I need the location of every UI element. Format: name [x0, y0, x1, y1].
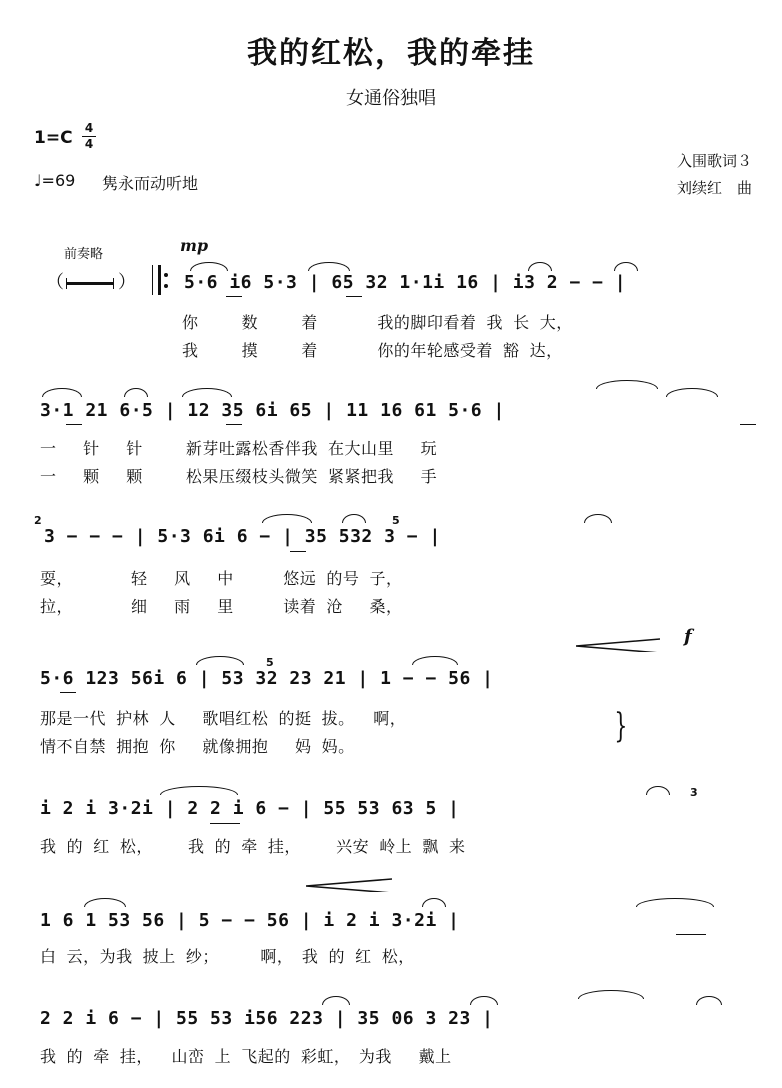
repeat-dot: [164, 273, 168, 277]
slur: [646, 786, 670, 795]
beam: [226, 424, 242, 425]
lyric-line-1b: 我 摸 着 你的年轮感受着 豁 达，: [182, 341, 563, 360]
slur: [470, 996, 498, 1005]
lyric-line-2a: 一 针 针 新芽吐露松香伴我 在大山里 玩: [40, 439, 438, 458]
slur: [412, 656, 458, 665]
prelude-paren-open: （: [46, 272, 64, 293]
beam: [740, 424, 756, 425]
grace-note: 3: [690, 786, 698, 799]
beam: [60, 692, 76, 693]
lyric-line-2b: 一 颗 颗 松果压缀枝头微笑 紧紧把我 手: [40, 467, 438, 486]
multi-measure-rest: [66, 282, 114, 285]
slur: [322, 996, 350, 1005]
beam: [290, 551, 306, 552]
song-title: 我的红松，我的牵挂: [247, 36, 535, 71]
lyric-line-5: 我 的 红 松， 我 的 牵 挂， 兴安 岭上 飘 来: [40, 837, 466, 856]
slur: [308, 262, 350, 271]
slur: [614, 262, 638, 271]
slur: [42, 388, 82, 397]
repeat-sign: [152, 265, 161, 295]
hairpin-lines: [576, 639, 660, 652]
expression-marking: 隽永而动听地: [102, 174, 199, 193]
notation-line-3: 3 − − − | 5·3 6i 6 − | 35 532 3 − |: [44, 526, 441, 547]
dynamic-mp: mp: [180, 236, 209, 255]
lyric-line-1a: 你 数 着 我的脚印看着 我 长 大，: [182, 313, 573, 332]
prelude-paren-close: ）: [118, 272, 136, 293]
beam: [66, 424, 82, 425]
slur: [342, 514, 366, 523]
slur: [578, 990, 644, 999]
notation-line-4: 5·6 123 56i 6 | 53 32 23 21 | 1 − − 56 |: [40, 668, 494, 689]
slur: [190, 262, 228, 271]
lyric-line-7: 我 的 牵 挂， 山峦 上 飞起的 彩虹， 为我 戴上: [40, 1047, 452, 1066]
notation-line-2: 3·1 21 6·5 | 12 35 6i 65 | 11 16 61 5·6 |: [40, 400, 505, 421]
tempo-marking: ♩=69: [34, 171, 76, 190]
beam: [346, 296, 362, 297]
notation-line-6: 1 6 1 53 56 | 5 − − 56 | i 2 i 3·2i |: [40, 910, 460, 931]
slur: [584, 514, 612, 523]
time-signature-top: 4: [84, 121, 94, 135]
notation-line-1: 5·6 i6 5·3 | 65 32 1·1i 16 | i3 2 − − |: [184, 272, 627, 293]
composer-credit: 刘续红 曲: [676, 179, 752, 197]
slur: [666, 388, 718, 397]
slur: [422, 898, 446, 907]
verse-brace: }: [614, 706, 628, 746]
beam: [210, 823, 240, 824]
beam: [676, 934, 706, 935]
slur: [182, 388, 232, 397]
lyric-line-6: 白 云，为我 披上 纱； 啊， 我 的 红 松，: [40, 947, 415, 966]
slur: [84, 898, 126, 907]
lyric-line-3b: 拉， 细 雨 里 读着 沧 桑，: [40, 597, 403, 616]
slur: [696, 996, 722, 1005]
lyric-line-4a: 那是一代 护林 人 歌唱红松 的挺 拔。 啊，: [40, 709, 407, 728]
hairpin-lines: [306, 879, 392, 892]
crescendo-hairpin: [576, 638, 660, 652]
notation-line-5: i 2 i 3·2i | 2 2 i 6 − | 55 53 63 5 |: [40, 798, 460, 819]
slur: [596, 380, 658, 389]
grace-note: 5: [266, 656, 274, 669]
grace-note: 2: [34, 514, 42, 527]
time-signature: [82, 122, 96, 151]
slur: [262, 514, 312, 523]
prelude-label: 前奏略: [64, 247, 104, 262]
lyric-line-4b: 情不自禁 拥抱 你 就像拥抱 妈 妈。: [40, 737, 355, 756]
repeat-dot: [164, 284, 168, 288]
slur: [636, 898, 714, 907]
time-signature-bottom: 4: [84, 137, 94, 151]
lyric-line-3a: 耍， 轻 风 中 悠远 的号 子，: [40, 569, 403, 588]
slur: [124, 388, 148, 397]
slur: [196, 656, 244, 665]
slur: [528, 262, 552, 271]
lyricist-credit: 入围歌词３: [676, 152, 752, 170]
song-subtitle: 女通俗独唱: [346, 88, 436, 109]
crescendo-hairpin: [306, 878, 392, 892]
notation-line-7: 2 2 i 6 − | 55 53 i56 223 | 35 06 3 23 |: [40, 1008, 494, 1029]
dynamic-f: f: [684, 626, 692, 647]
beam: [226, 296, 242, 297]
key-signature: 1=C: [34, 128, 73, 148]
grace-note: 5: [392, 514, 400, 527]
slur: [160, 786, 238, 795]
